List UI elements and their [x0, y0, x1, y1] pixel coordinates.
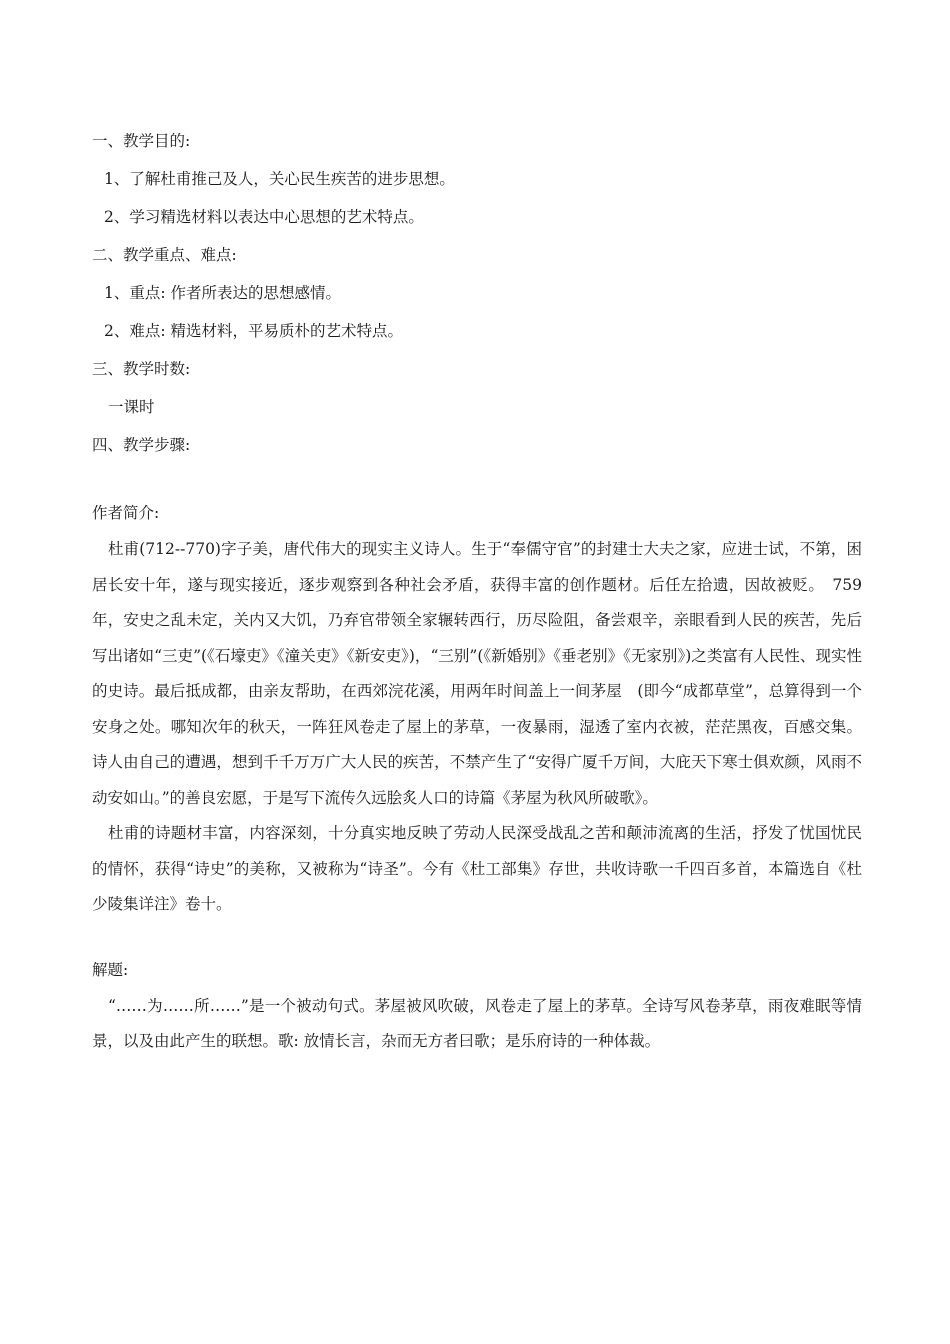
title-explanation-heading: 解题: — [92, 960, 129, 979]
hours-item-1: 一课时 — [108, 398, 155, 416]
author-intro-paragraph-2: 杜甫的诗题材丰富，内容深刻，十分真实地反映了劳动人民深受战乱之苦和颠沛流离的生活，抒发了忧国忧民的情怀，获得“诗史”的美称，又被称为“诗圣”。今有《杜工部集》存世，共收诗歌一千四百多首，本篇选自《杜少陵集详注》卷十。 — [92, 824, 862, 913]
document-page — [92, 122, 862, 1060]
title-explanation-paragraph: “……为……所……”是一个被动句式。茅屋被风吹破，风卷走了屋上的茅草。全诗写风卷茅草，雨夜难眠等情景，以及由此产生的联想。歌: 放情长言，杂而无方者曰歌；是乐府诗的一种体裁。 — [92, 996, 862, 1050]
key-point-item-2: 2、难点: 精选材料，平易质朴的艺术特点。 — [104, 322, 404, 340]
section-heading-steps: 四、教学步骤: — [92, 436, 191, 454]
author-intro-paragraph-1: 杜甫(712--770)字子美，唐代伟大的现实主义诗人。生于“奉儒守官”的封建士大夫之家，应进士试，不第，困居长安十年，遂与现实接近，逐步观察到各种社会矛盾，获得丰富的创作题材。后任左拾遗，因故被贬。 759 年，安史之乱未定，关内又大饥，乃弃官带领全家辗转西行，历尽险阻，备尝艰辛，亲眼看到人民的疾苦，先后写出诸如“三吏”(《石壕吏》《潼关吏》《新安吏》)，“三别”(《新婚别》《垂老别》《无家别》)之类富有人民性、现实性的史诗。最后抵成都，由亲友帮助，在西郊浣花溪，用两年时间盖上一间茅屋 (即今“成都草堂”，总算得到一个安身之处。哪知次年的秋天，一阵狂风卷走了屋上的茅草，一夜暴雨，湿透了室内衣被，茫茫黑夜，百感交集。诗人由自己的遭遇，想到千千万万广大人民的疾苦，不禁产生了“安得广厦千万间，大庇天下寒士俱欢颜，风雨不动安如山。”的善良宏愿，于是写下流传久远脍炙人口的诗篇《茅屋为秋风所破歌》。 — [92, 540, 862, 807]
section-heading-objectives: 一、教学目的: — [92, 132, 191, 150]
key-point-item-1: 1、重点: 作者所表达的思想感情。 — [104, 284, 342, 302]
objective-item-2: 2、学习精选材料以表达中心思想的艺术特点。 — [104, 208, 424, 226]
author-intro-heading: 作者简介: — [92, 504, 160, 522]
objective-item-1: 1、了解杜甫推己及人，关心民生疾苦的进步思想。 — [104, 170, 455, 188]
section-heading-hours: 三、教学时数: — [92, 360, 191, 378]
section-heading-key-points: 二、教学重点、难点: — [92, 246, 237, 264]
